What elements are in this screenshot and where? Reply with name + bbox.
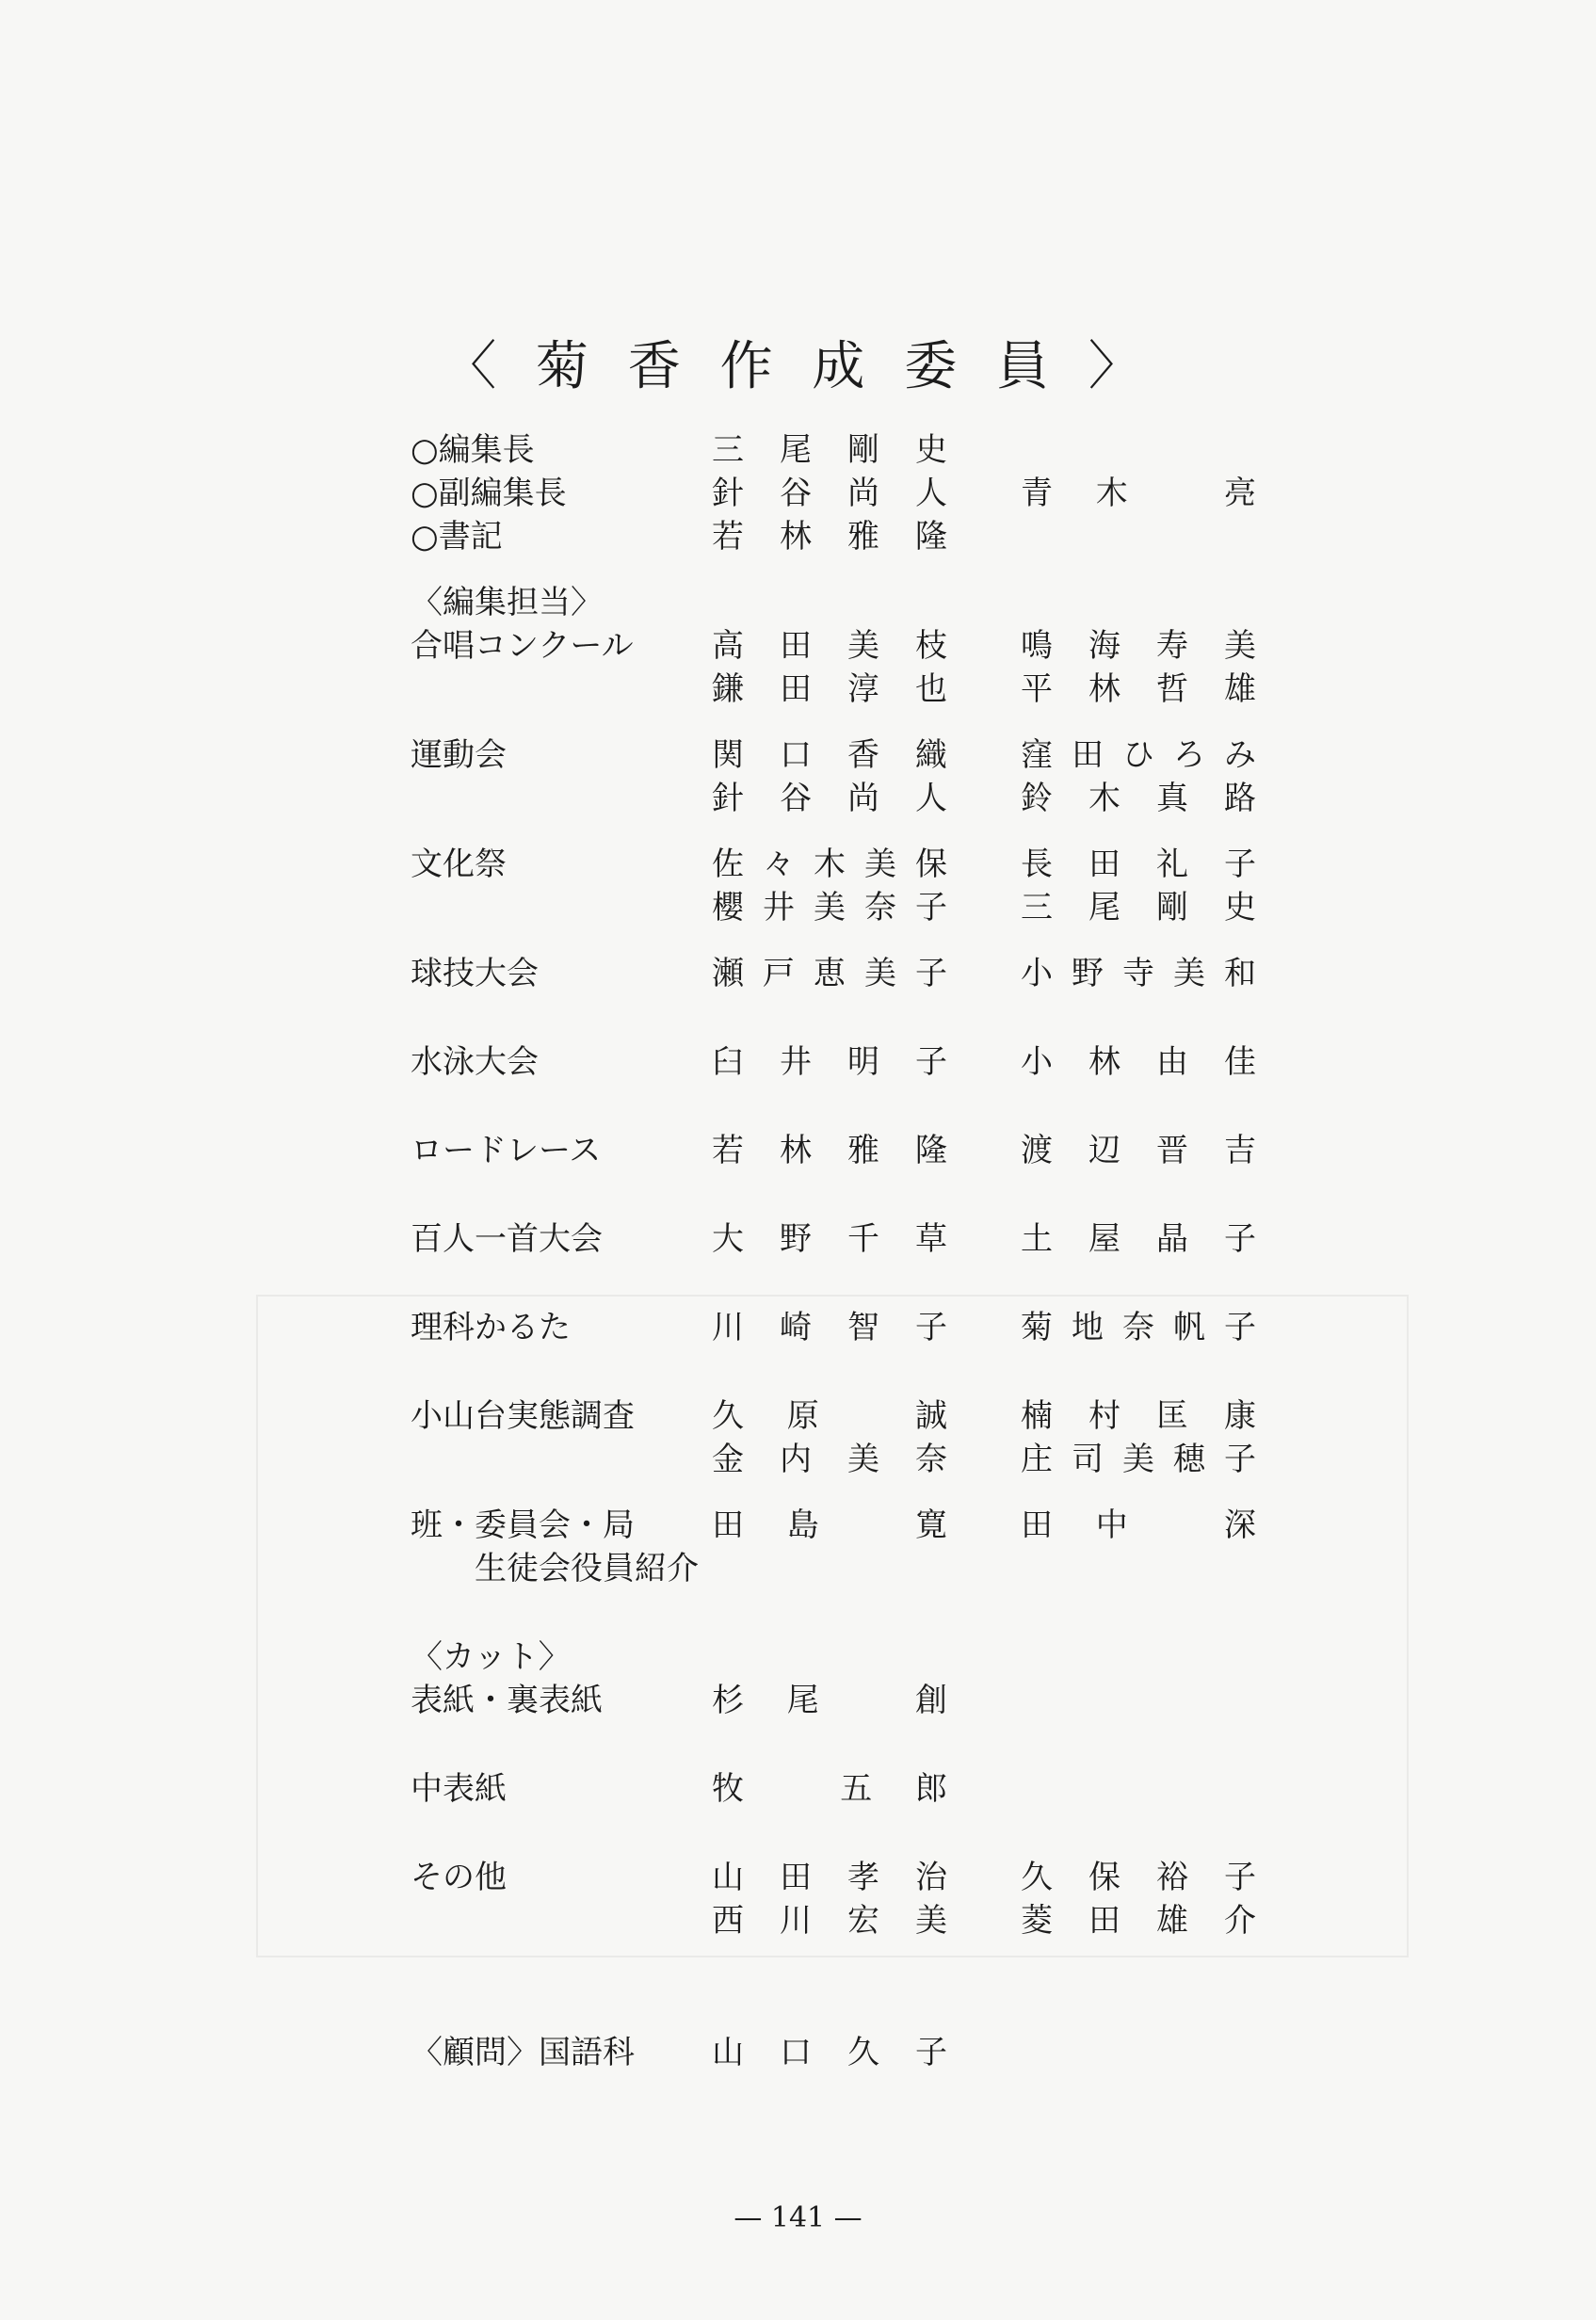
roster-row <box>411 472 1258 515</box>
roster-row <box>411 1856 1258 1899</box>
role-label: 球技大会 <box>411 955 539 992</box>
person-name: 鈴 木 真 路 <box>1021 780 1256 817</box>
person-name: 庄 司 美 穂 子 <box>1021 1441 1256 1478</box>
role-label: ○副編集長 <box>411 475 567 512</box>
roster-row <box>411 1394 1258 1438</box>
person-name: 三 尾 剛 史 <box>712 431 947 469</box>
committee-roster <box>411 428 1258 2074</box>
person-name: 牧 五 郎 <box>712 1770 947 1808</box>
roster-row <box>411 1679 1258 1722</box>
role-label: 表紙・裏表紙 <box>411 1682 603 1719</box>
person-name: 西 川 宏 美 <box>712 1902 947 1940</box>
role-label: ○書記 <box>411 518 503 556</box>
role-label: 生徒会役員紹介 <box>475 1550 699 1587</box>
role-label: ○編集長 <box>411 431 535 469</box>
person-name: 菊 地 奈 帆 子 <box>1021 1309 1256 1346</box>
person-name: 平 林 哲 雄 <box>1021 670 1256 708</box>
roster-row <box>411 668 1258 711</box>
section-heading: 〈編集担当〉 <box>411 584 603 621</box>
person-name: 大 野 千 草 <box>712 1220 947 1258</box>
roster-row <box>411 1306 1258 1349</box>
person-name: 田 中 深 <box>1021 1506 1256 1544</box>
roster-row <box>411 624 1258 668</box>
person-name: 杉 尾 創 <box>712 1682 947 1719</box>
person-name: 久 保 裕 子 <box>1021 1859 1256 1896</box>
person-name: 小 林 由 佳 <box>1021 1043 1256 1081</box>
role-label: 小山台実態調査 <box>411 1397 635 1435</box>
roster-row <box>411 1040 1258 1084</box>
role-label: 運動会 <box>411 736 507 774</box>
person-name: 針 谷 尚 人 <box>712 780 947 817</box>
roster-row <box>411 1438 1258 1481</box>
person-name: 若 林 雅 隆 <box>712 1132 947 1169</box>
person-name: 土 屋 晶 子 <box>1021 1220 1256 1258</box>
roster-row <box>411 886 1258 929</box>
section-heading: 〈カット〉 <box>411 1638 571 1676</box>
role-label: 〈顧問〉国語科 <box>411 2034 635 2071</box>
person-name: 小 野 寺 美 和 <box>1021 955 1256 992</box>
role-label: 合唱コンクール <box>411 627 634 665</box>
roster-row <box>411 2031 1258 2074</box>
person-name: 山 田 孝 治 <box>712 1859 947 1896</box>
person-name: 川 崎 智 子 <box>712 1309 947 1346</box>
role-label: ロードレース <box>411 1132 602 1169</box>
role-label: 文化祭 <box>411 846 507 883</box>
person-name: 佐 々 木 美 保 <box>712 846 947 883</box>
person-name: 針 谷 尚 人 <box>712 475 947 512</box>
person-name: 臼 井 明 子 <box>712 1043 947 1081</box>
person-name: 若 林 雅 隆 <box>712 518 947 556</box>
roster-row <box>411 1217 1258 1261</box>
page-number: — 141 — <box>734 2201 862 2234</box>
person-name: 高 田 美 枝 <box>712 627 947 665</box>
person-name: 久 原 誠 <box>712 1397 947 1435</box>
role-label: 水泳大会 <box>411 1043 539 1081</box>
person-name: 関 口 香 織 <box>712 736 947 774</box>
person-name: 金 内 美 奈 <box>712 1441 947 1478</box>
person-name: 櫻 井 美 奈 子 <box>712 889 947 926</box>
person-name: 青 木 亮 <box>1021 475 1256 512</box>
page-title: 〈 菊 香 作 成 委 員 〉 <box>443 336 1153 397</box>
role-label: その他 <box>411 1859 507 1896</box>
roster-row <box>411 1504 1258 1547</box>
role-label: 班・委員会・局 <box>411 1506 635 1544</box>
roster-row <box>411 952 1258 995</box>
roster-row <box>411 1129 1258 1172</box>
roster-row <box>411 1547 1258 1590</box>
person-name: 窪 田 ひ ろ み <box>1021 736 1256 774</box>
person-name: 瀬 戸 恵 美 子 <box>712 955 947 992</box>
person-name: 楠 村 匡 康 <box>1021 1397 1256 1435</box>
person-name: 鳴 海 寿 美 <box>1021 627 1256 665</box>
person-name: 渡 辺 晋 吉 <box>1021 1132 1256 1169</box>
person-name: 三 尾 剛 史 <box>1021 889 1256 926</box>
person-name: 鎌 田 淳 也 <box>712 670 947 708</box>
role-label: 理科かるた <box>411 1309 571 1346</box>
roster-row <box>411 515 1258 558</box>
person-name: 長 田 礼 子 <box>1021 846 1256 883</box>
role-label: 中表紙 <box>411 1770 507 1808</box>
roster-row <box>411 1767 1258 1811</box>
roster-row <box>411 777 1258 820</box>
roster-row <box>411 843 1258 886</box>
role-label: 百人一首大会 <box>411 1220 603 1258</box>
roster-row <box>411 733 1258 777</box>
roster-row <box>411 1899 1258 1942</box>
person-name: 山 口 久 子 <box>712 2034 947 2071</box>
roster-row <box>411 428 1258 472</box>
person-name: 田 島 寛 <box>712 1506 947 1544</box>
person-name: 菱 田 雄 介 <box>1021 1902 1256 1940</box>
